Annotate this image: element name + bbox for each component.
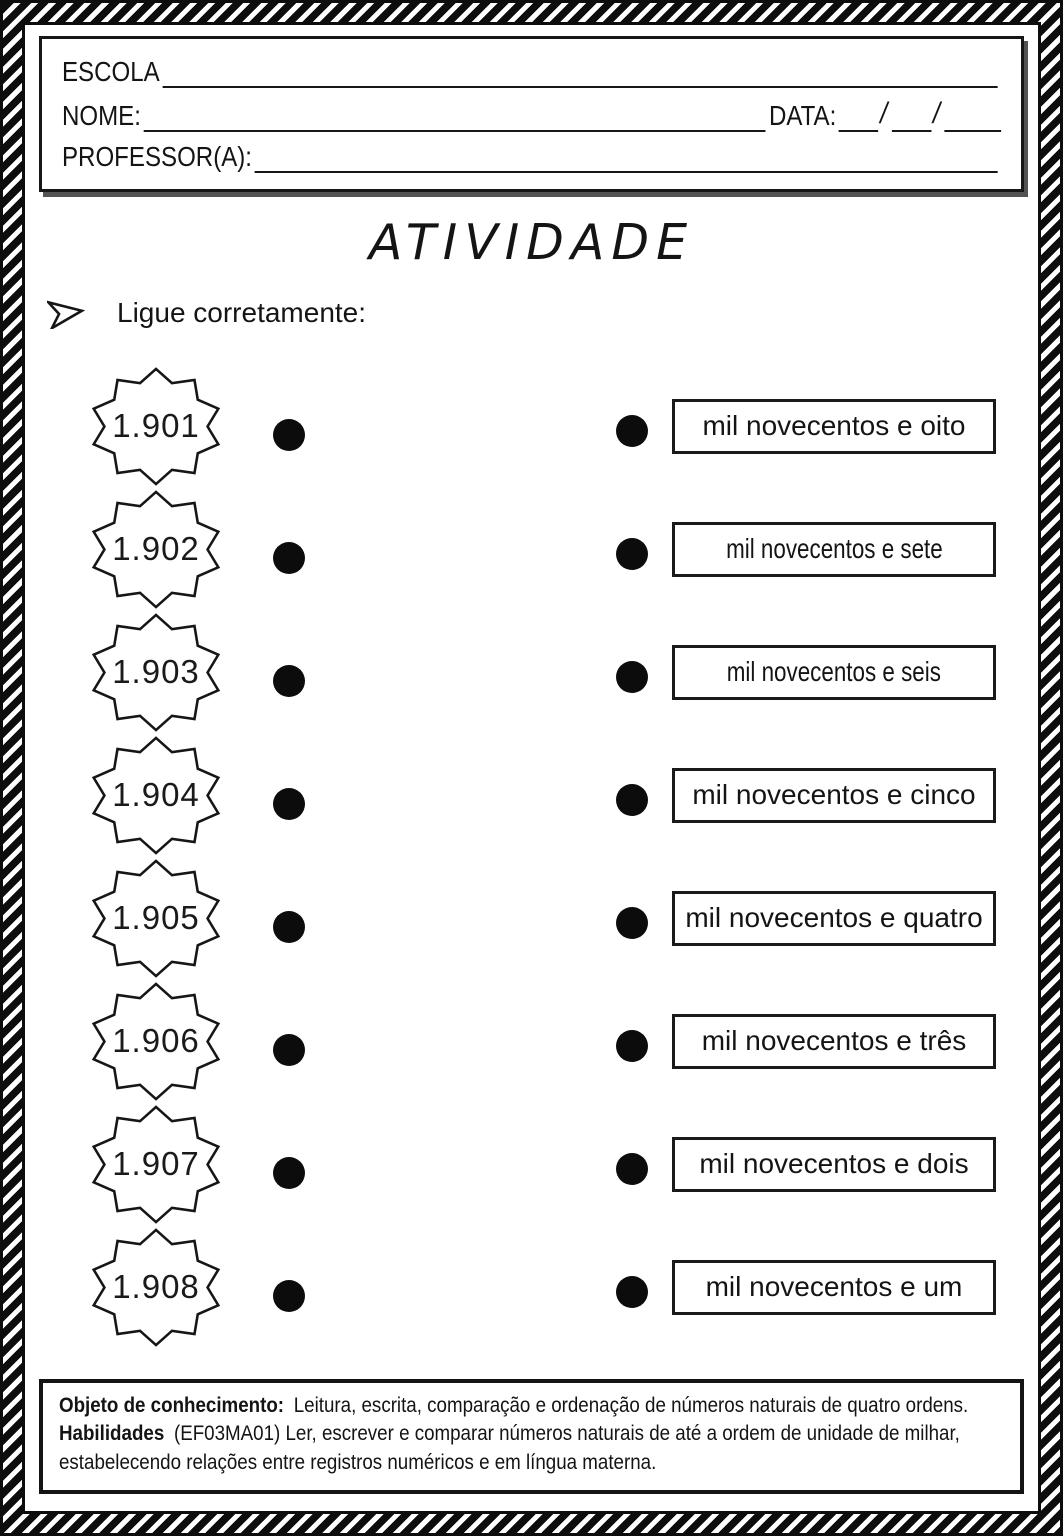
connector-dot xyxy=(273,665,305,697)
connector-dot xyxy=(273,542,305,574)
word-label: mil novecentos e quatro xyxy=(685,902,983,934)
instruction-text: Ligue corretamente: xyxy=(117,296,367,328)
number-badge xyxy=(81,1226,231,1349)
connector-dot xyxy=(273,1157,305,1189)
connector-dot xyxy=(273,1034,305,1066)
word-box xyxy=(672,645,996,700)
objective-label: Objeto de conhecimento: xyxy=(59,1393,285,1417)
date-slash: / xyxy=(880,97,888,131)
connector-dot xyxy=(616,1276,648,1308)
connector-dot xyxy=(616,661,648,693)
number-label: 1.907 xyxy=(112,1145,200,1183)
number-badge xyxy=(81,734,231,857)
name-date-row xyxy=(62,97,1001,132)
number-badge xyxy=(81,1103,231,1226)
date-slash: / xyxy=(932,97,941,131)
name-blank-line xyxy=(144,102,766,131)
school-row xyxy=(62,56,1001,88)
number-label: 1.903 xyxy=(112,653,200,691)
number-label: 1.904 xyxy=(112,776,200,814)
identification-box xyxy=(39,36,1024,192)
number-badge xyxy=(81,365,231,488)
skills-text: (EF03MA01) Ler, escrever e comparar números naturais de até a ordem de unidade de milhar, estabelecendo relações entre registros numéricos e em língua materna. xyxy=(59,1422,960,1474)
match-row xyxy=(37,611,1026,734)
objective-paragraph xyxy=(59,1392,1004,1421)
matching-exercise xyxy=(37,365,1026,1349)
connector-dot xyxy=(616,1153,648,1185)
number-label: 1.905 xyxy=(112,899,200,937)
word-box xyxy=(672,399,996,454)
connector-dot xyxy=(616,784,648,816)
objective-text: Leitura, escrita, comparação e ordenação de números naturais de quatro ordens. xyxy=(293,1393,969,1417)
number-badge xyxy=(81,488,231,611)
skills-paragraph xyxy=(59,1420,1004,1477)
word-label: mil novecentos e sete xyxy=(725,533,943,565)
worksheet-page xyxy=(22,22,1041,1514)
teacher-blank-line xyxy=(255,143,998,172)
word-label: mil novecentos e um xyxy=(705,1271,963,1303)
connector-dot xyxy=(616,1030,648,1062)
match-row xyxy=(37,365,1026,488)
teacher-label: PROFESSOR(A): xyxy=(62,140,252,172)
word-box xyxy=(672,768,996,823)
school-label: ESCOLA xyxy=(62,56,160,87)
date-month-blank xyxy=(892,102,932,131)
date-label: DATA: xyxy=(768,99,837,131)
match-row xyxy=(37,1103,1026,1226)
page-title: ATIVIDADE xyxy=(368,213,695,271)
date-day-blank xyxy=(839,102,879,131)
connector-dot xyxy=(616,415,648,447)
word-label: mil novecentos e cinco xyxy=(692,779,976,811)
skills-box xyxy=(39,1379,1024,1494)
match-row xyxy=(37,734,1026,857)
match-row xyxy=(37,980,1026,1103)
word-box xyxy=(672,1260,996,1315)
skills-label: Habilidades xyxy=(59,1422,165,1446)
number-label: 1.906 xyxy=(112,1022,200,1060)
word-box xyxy=(672,522,996,577)
school-blank-line xyxy=(162,59,997,88)
number-label: 1.902 xyxy=(112,530,200,568)
number-label: 1.908 xyxy=(112,1268,200,1306)
word-box xyxy=(672,891,996,946)
number-badge xyxy=(81,980,231,1103)
match-row xyxy=(37,1226,1026,1349)
match-row xyxy=(37,488,1026,611)
word-label: mil novecentos e três xyxy=(701,1025,967,1057)
arrow-bullet-icon xyxy=(47,297,85,329)
connector-dot xyxy=(616,538,648,570)
skills-text-block xyxy=(59,1392,1004,1478)
connector-dot xyxy=(273,419,305,451)
connector-dot xyxy=(273,911,305,943)
word-box xyxy=(672,1137,996,1192)
number-badge xyxy=(81,857,231,980)
connector-dot xyxy=(616,907,648,939)
teacher-row xyxy=(62,141,1001,173)
name-label: NOME: xyxy=(62,99,141,131)
connector-dot xyxy=(273,1280,305,1312)
number-badge xyxy=(81,611,231,734)
date-year-blank xyxy=(944,102,1001,131)
word-label: mil novecentos e seis xyxy=(726,656,942,688)
instruction-row xyxy=(47,297,1026,329)
match-row xyxy=(37,857,1026,980)
number-label: 1.901 xyxy=(112,407,200,445)
word-label: mil novecentos e oito xyxy=(702,410,966,442)
connector-dot xyxy=(273,788,305,820)
word-label: mil novecentos e dois xyxy=(699,1148,969,1180)
word-box xyxy=(672,1014,996,1069)
